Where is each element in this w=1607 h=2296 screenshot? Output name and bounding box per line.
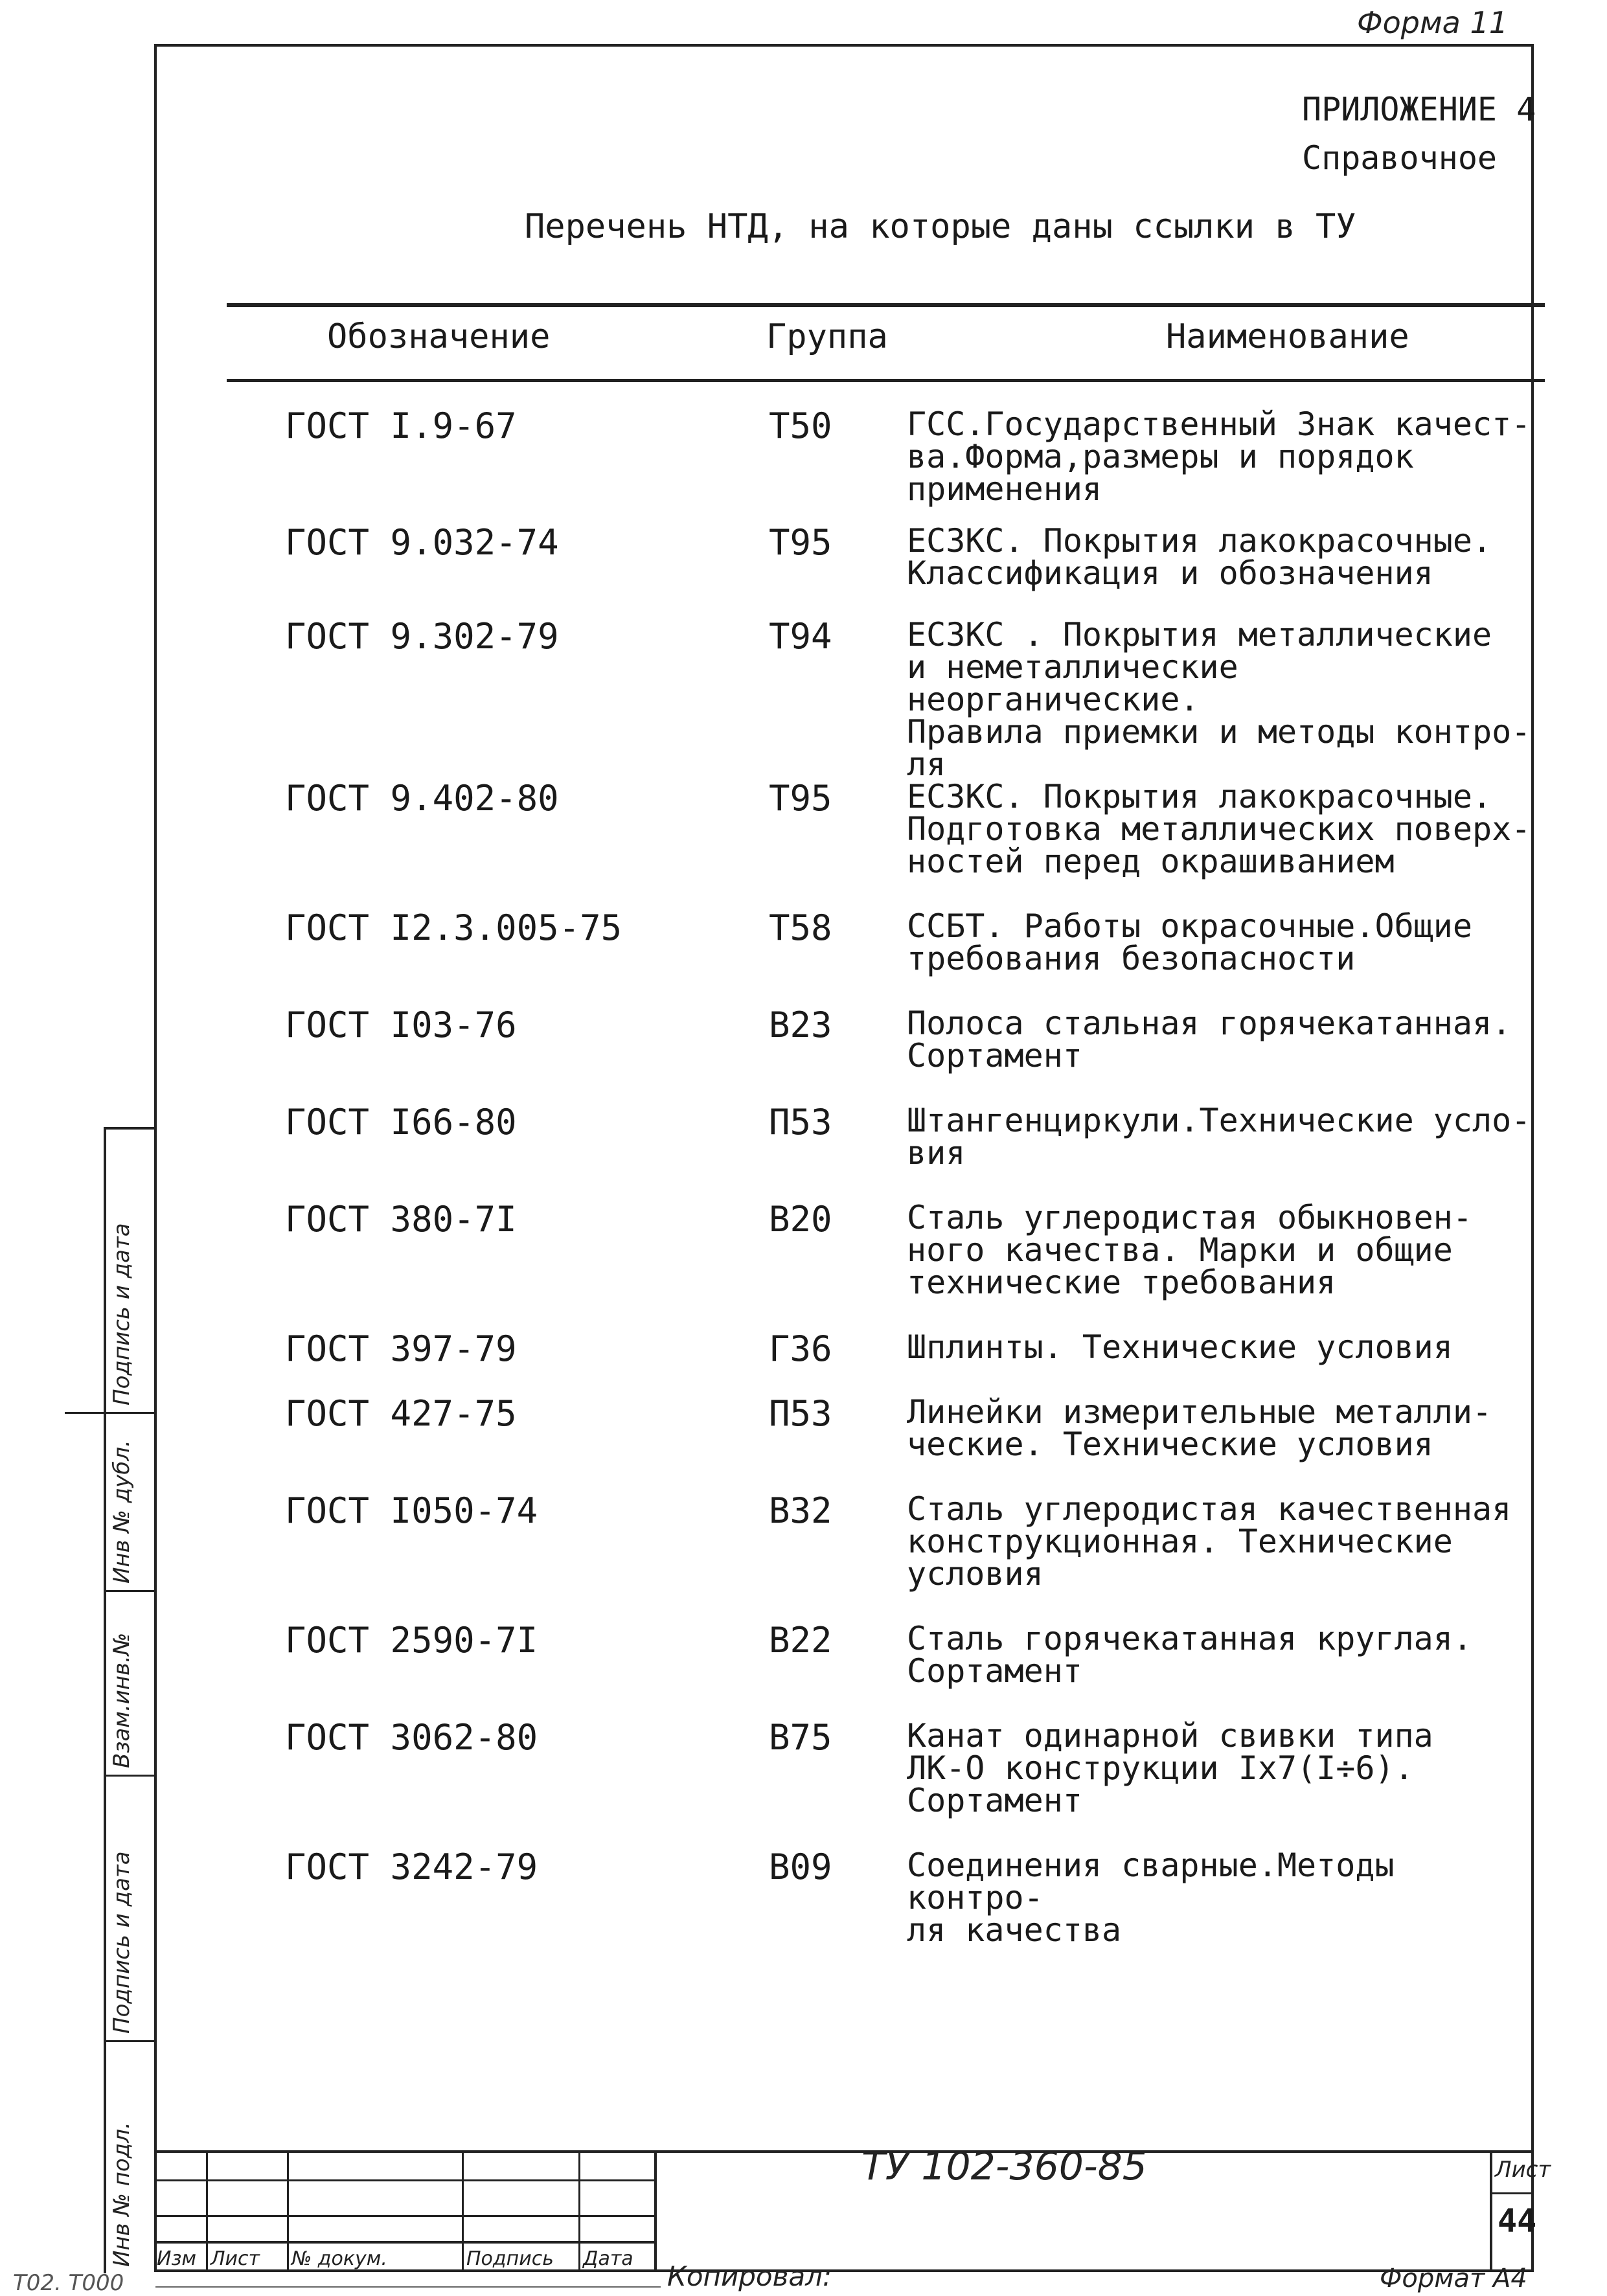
- side-stamp-rule: [65, 1412, 104, 1414]
- row-name: Канат одинарной свивки типа ЛК-О конструкции Iх7(I÷6). Сортамент: [907, 1717, 1433, 1819]
- row-group: Т58: [769, 907, 832, 948]
- side-stamp-rule: [104, 1412, 155, 1414]
- row-code: ГОСТ I2.3.005-75: [285, 907, 622, 948]
- row-group: П53: [769, 1393, 832, 1434]
- form-label: Форма 11: [1357, 5, 1508, 40]
- row-name: Шплинты. Технические условия: [907, 1328, 1453, 1366]
- footer-format: Формат А4: [1380, 2264, 1527, 2293]
- side-stamp-rule: [104, 1775, 155, 1777]
- row-code: ГОСТ 2590-7I: [285, 1620, 538, 1661]
- row-name: ЕСЗКС. Покрытия лакокрасочные. Классификация и обозначения: [907, 522, 1492, 592]
- title-block-top-rule: [154, 2150, 1534, 2153]
- side-label-vzam-inv: Взам.инв.№: [109, 1632, 135, 1768]
- row-group: Т50: [769, 405, 832, 446]
- row-name: Соединения сварные.Методы контро- ля качества: [907, 1847, 1395, 1949]
- footer-rule: [155, 2286, 661, 2288]
- tb-label-sign: Подпись: [466, 2247, 554, 2270]
- side-label-inv-dubl: Инв № дубл.: [109, 1440, 135, 1584]
- row-code: ГОСТ 9.302-79: [285, 616, 559, 657]
- row-code: ГОСТ 3242-79: [285, 1847, 538, 1887]
- footer-left-code: Т02. Т000: [13, 2270, 124, 2296]
- row-code: ГОСТ 9.402-80: [285, 778, 559, 819]
- row-code: ГОСТ I.9-67: [285, 405, 517, 446]
- tb-label-doc: № докум.: [291, 2247, 387, 2270]
- row-code: ГОСТ 397-79: [285, 1328, 517, 1369]
- row-name: Полоса стальная горячекатанная. Сортамент: [907, 1005, 1512, 1074]
- row-group: В32: [769, 1490, 832, 1531]
- title-block-row-rule: [154, 2215, 656, 2217]
- row-name: Сталь углеродистая обыкновен- ного качества. Марки и общие технические требования: [907, 1199, 1472, 1301]
- table-top-rule: [227, 303, 1545, 307]
- appendix-title: ПРИЛОЖЕНИЕ 4: [1302, 91, 1536, 128]
- side-label-inv-podl: Инв № подл.: [109, 2122, 135, 2267]
- tb-label-list: Лист: [211, 2247, 260, 2270]
- row-name: ССБТ. Работы окрасочные.Общие требования безопасности: [907, 907, 1472, 977]
- title-block-row-rule: [154, 2241, 656, 2244]
- sheet-number: 44: [1498, 2202, 1537, 2240]
- row-group: В23: [769, 1005, 832, 1045]
- row-group: П53: [769, 1102, 832, 1142]
- row-name: ГСС.Государственный Знак качест- ва.Форма,размеры и порядок применения: [907, 405, 1531, 508]
- row-code: ГОСТ 380-7I: [285, 1199, 517, 1240]
- side-stamp-rule: [104, 1590, 155, 1592]
- side-stamp-rule: [104, 1127, 155, 1130]
- title-block-col-rule: [287, 2150, 289, 2272]
- row-group: В09: [769, 1847, 832, 1887]
- table-header-rule: [227, 379, 1545, 382]
- row-name: Сталь горячекатанная круглая. Сортамент: [907, 1620, 1472, 1690]
- title-block-col-rule: [462, 2150, 464, 2272]
- title-block-col-rule: [206, 2150, 208, 2272]
- column-header-group: Группа: [766, 317, 888, 356]
- row-name: ЕСЗКС. Покрытия лакокрасочные. Подготовка металлических поверх- ностей перед окрашиванием: [907, 778, 1531, 880]
- side-label-podpis-data-2: Подпись и дата: [109, 1223, 135, 1405]
- row-code: ГОСТ 427-75: [285, 1393, 517, 1434]
- side-stamp-rule: [104, 2040, 155, 2042]
- title-block-row-rule: [1490, 2192, 1534, 2194]
- row-group: В75: [769, 1717, 832, 1758]
- row-group: В20: [769, 1199, 832, 1240]
- title-block-row-rule: [154, 2179, 656, 2181]
- row-code: ГОСТ I66-80: [285, 1102, 517, 1142]
- row-group: Г36: [769, 1328, 832, 1369]
- tb-label-date: Дата: [583, 2247, 633, 2270]
- row-code: ГОСТ 9.032-74: [285, 522, 559, 563]
- footer-copied: Копировал:: [667, 2260, 832, 2292]
- row-group: Т95: [769, 778, 832, 819]
- document-code: ТУ 102-360-85: [861, 2144, 1147, 2189]
- side-stamp-border-left: [104, 1127, 106, 2273]
- title-block-col-rule: [578, 2150, 580, 2272]
- row-code: ГОСТ I03-76: [285, 1005, 517, 1045]
- row-code: ГОСТ 3062-80: [285, 1717, 538, 1758]
- row-group: Т94: [769, 616, 832, 657]
- side-label-podpis-data: Подпись и дата: [109, 1851, 135, 2034]
- title-block-col-rule: [1490, 2150, 1492, 2272]
- title-block-col-rule: [654, 2150, 657, 2272]
- column-header-name: Наименование: [1166, 317, 1409, 356]
- sheet-label: Лист: [1495, 2157, 1551, 2183]
- row-name: ЕСЗКС . Покрытия металлические и неметаллические неорганические. Правила приемки и методы контро- ля: [907, 616, 1531, 783]
- row-group: В22: [769, 1620, 832, 1661]
- column-header-code: Обозначение: [327, 317, 551, 356]
- tb-label-izm: Изм: [157, 2247, 197, 2270]
- row-name: Линейки измерительные металли- ческие. Технические условия: [907, 1393, 1492, 1463]
- row-name: Штангенциркули.Технические усло- вия: [907, 1102, 1531, 1172]
- page-title: Перечень НТД, на которые даны ссылки в ТУ: [525, 207, 1356, 246]
- appendix-type: Справочное: [1302, 139, 1498, 177]
- row-group: Т95: [769, 522, 832, 563]
- row-name: Сталь углеродистая качественная конструкционная. Технические условия: [907, 1490, 1512, 1593]
- row-code: ГОСТ I050-74: [285, 1490, 538, 1531]
